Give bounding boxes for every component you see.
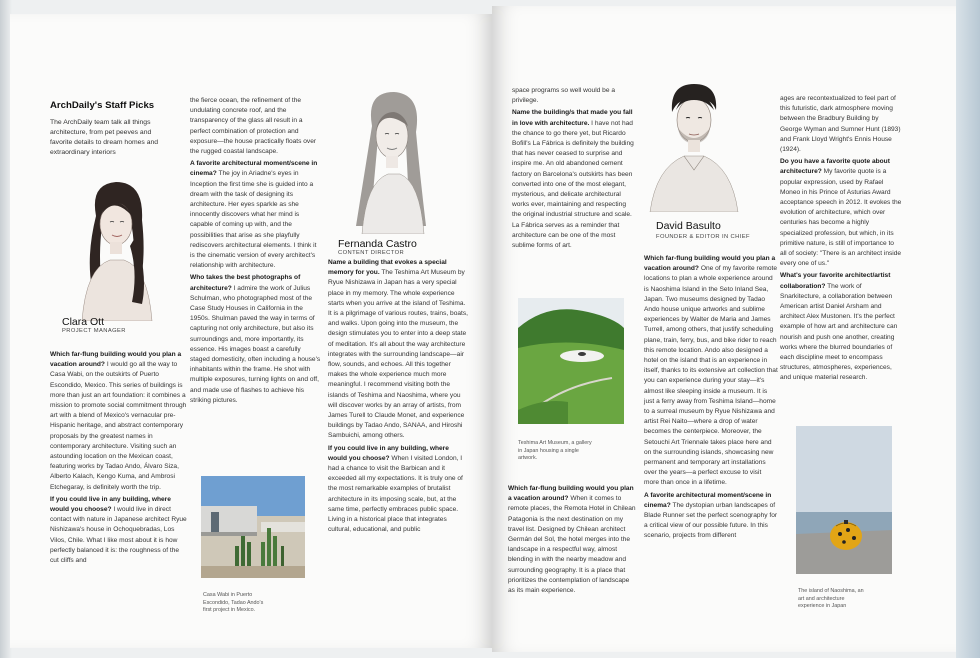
left-column-1 [50,350,188,568]
clara-name: Clara Ott [62,316,105,328]
david-question-2: A favorite architectural moment/scene in cinema? [644,491,772,509]
fernanda-answer-2-continued: space programs so well would be a privilege. [512,87,615,105]
clara-portrait-illustration [66,176,162,321]
section-heading: ArchDaily's Staff Picks [50,100,155,111]
fernanda-answer-2: When I visited London, I had a chance to visit the Barbican and it exceeded all my expectations. It is truly one of the most remarkable examples of brutalist architecture in its imposing scale, but, at the same time, perfectly embraces public space. Living in a historical place that integrates cultural, educational, and public [328,454,463,534]
right-column-1-lower [508,484,636,598]
left-page [10,14,492,648]
clara-question-1: Which far-flung building would you plan a vacation around? [50,351,182,369]
david-answer-1: One of my favorite remote locations to plan a whole experience around is Naoshima Island in the Seto Inland Sea, Japan. Two museums designed by Tadao Ando house unique artworks and sublime experiences by Walter de Maria and James Turrell, among others, that justify scheduling plane, train, ferry, bus, and bike rider to reach this remote location. Ando also designed a hotel on the island that is an experience in itself, thanks to its extensive art collection that you can experience during your stay—it's almost like sleeping inside a museum. It is just a ferry away from Teshima Island—home to a surreal museum by Ryue Nishizawa and artist Rei Naito—where a drop of water becomes the centerpiece. Moreover, the Setouchi Art Triennale takes place here and on the surrounding islands, showcasing new permanent and temporary art installations over the years—a perfect excuse to visit more than once in a lifetime. [644,265,778,487]
book-cover-edge [956,0,980,658]
right-column-4 [780,94,902,386]
casa-wabi-photo [201,476,305,578]
naoshima-pumpkin-photo [796,426,892,574]
david-answer-4: The work of Snarkitecture, a collaboration between American artist Daniel Arsham and architect Alex Mustonen. It's the perfect example of how art and architecture can nourish and push one another, creating works where the blurred boundaries of each discipline meet to encompass structures, atmospheres, experiences, and unique material research. [780,282,898,382]
right-page [492,6,956,652]
fernanda-role: CONTENT DIRECTOR [338,250,405,256]
fernanda-answer-4: When it comes to remote places, the Remota Hotel in Chilean Patagonia is the next destination on my travel list. Designed by Chilean architect Germán del Sol, the hotel merges into the landscape in a respectful way, almost blending in with the nearby meadow and surrounding geography. It is a place that prioritizes the contemplation of landscape as its main experience. [508,495,636,595]
clara-answer-3: The joy in Ariadne's eyes in Inception the first time she is guided into a dream with the task of designing its architecture. Her eyes sparkle as she innocently discovers what her mind is capable of coming up with, and the possibilities that arise as she playfully rediscovers architectural elements. I think it is the cinematic version of every architect's relationship with architecture. [190,170,317,270]
clara-question-2: If you could live in any building, where would you choose? [50,495,171,514]
clara-question-3: A favorite architectural moment/scene in cinema? [190,160,318,178]
david-question-3: Do you have a favorite quote about architecture? [780,158,890,176]
teshima-museum-photo [518,298,624,424]
david-question-4: What's your favorite architect/artist collaboration? [780,272,891,290]
fernanda-question-2: If you could live in any building, where would you choose? [328,444,449,462]
david-answer-2: The dystopian urban landscapes of Blade Runner set the perfect scenography for a critical view of our possible future. In this scenario, projects from different [644,501,778,540]
clara-answer-1: I would go all the way to Casa Wabi, on the outskirts of Puerto Escondido, Mexico. This series of buildings is more than just an art foundation: it combines a mission to promote social commitment through art with a blend of Mexico's vernacular pre-Hispanic heritage, and abstract contemporary proposals by the greatest names in contemporary architecture. Visiting such an astounding location on the Mexican coast, featuring works by Tadao Ando, Álvaro Siza, Alberto Kalach, Kengo Kuma, and Ambrosi Etchegaray, is definitely worth the trip. [50,361,187,491]
david-portrait-illustration [642,76,744,212]
clara-answer-2: I would live in direct contact with nature in Japanese architect Ryue Nishizawa's house in Ochoquebradas, Los Vilos, Chile. What I like most about it is how perfectly balanced it is: the roughness of the cut cliffs and [50,506,187,565]
fernanda-question-3: Name the building/s that made you fall in love with architecture. [512,109,633,127]
fernanda-portrait-illustration [340,86,440,234]
david-answer-2-continued: ages are recontextualized to feel part of this futuristic, dark atmosphere moving between the Bradbury Building by George Wyman and Sumner Hunt (1893) and Frank Lloyd Wright's Ennis House (1924). [780,95,901,154]
clara-question-4: Who takes the best photographs of architecture? [190,274,301,292]
david-answer-3: My favorite quote is a popular expression, used by Rafael Moneo in his Prince of Asturias Award acceptance speech in 2012. It evokes the evolution of architecture, which over centuries has become a highly specialized profession, but which, in its primitive nature, is still of importance to all of society: "There is an architect inside every one of us." [780,168,902,268]
fernanda-question-4: Which far-flung building would you plan a vacation around? [508,485,634,503]
david-role: FOUNDER & EDITOR IN CHIEF [656,234,750,240]
clara-answer-4: I admire the work of Julius Schulman, who photographed most of the Case Study Houses in California in the 1950s. Shulman paved the way in terms of capturing not only architecture, but also its surroundings and, more importantly, its essence. His images boast a carefully staged domesticity, often including a house's inhabitants within the frame. He shot with multiple exposures, turning lights on and off, and made use of flashes to achieve his striking pictures. [190,284,321,404]
teshima-caption: Teshima Art Museum, a gallery in Japan housing a single artwork. [518,440,592,462]
fernanda-name: Fernanda Castro [338,238,417,250]
fernanda-answer-3: I have not had the chance to go there yet, but Ricardo Bofill's La Fábrica is definitely the building that has never ceased to surprise and inspire me. An old abandoned cement factory on Barcelona's outskirts has been converted into one of the most elegant, mysterious, and delicate architectural works ever, maintaining and respecting the original industrial structure and scale. La Fábrica serves as a reminder that architecture can be one of the most sublime forms of art. [512,119,634,250]
david-name: David Basulto [656,220,721,232]
clara-answer-2-continued: the fierce ocean, the refinement of the undulating concrete roof, and the transparency of the glass all result in a perfect combination of protection and exposure—the house practically floats over the rugged coastal landscape. [190,97,317,156]
david-question-1: Which far-flung building would you plan a vacation around? [644,255,776,273]
right-column-1 [512,86,636,253]
naoshima-caption: The island of Naoshima, an art and architecture experience in Japan [798,588,864,610]
fernanda-question-1: Name a building that evokes a special memory for you. [328,259,447,277]
clara-role: PROJECT MANAGER [62,328,126,334]
fernanda-answer-1: The Teshima Art Museum by Ryue Nishizawa in Japan has a very special place in my memory. The whole experience starts when you arrive at the island of Teshima. It is a pilgrimage of various routes, trains, boats, and walks. Upon going into the museum, the design stimulates you to enter into a deep state of meditation. It's all about the way architecture integrates with the surrounding landscape—air flow, sounds, and echoes. All this together makes the whole experience much more meaningful. I recommend visiting both the islands of Teshima and Naoshima, where you will discover works by an array of artists, from James Turell to Claude Monet, and experience buildings by Tadao Ando, SANAA, and Hiroshi Sambuichi, among others. [328,269,468,440]
casa-wabi-caption: Casa Wabi in Puerto Escondido, Tadao Ando's first project in Mexico. [203,592,264,614]
left-column-3 [328,258,468,537]
section-intro: The ArchDaily team talk all things architecture, from pet peeves and favorite details to dream homes and extraordinary interiors [50,119,159,156]
left-column-2 [190,96,322,408]
right-column-3 [644,254,778,544]
